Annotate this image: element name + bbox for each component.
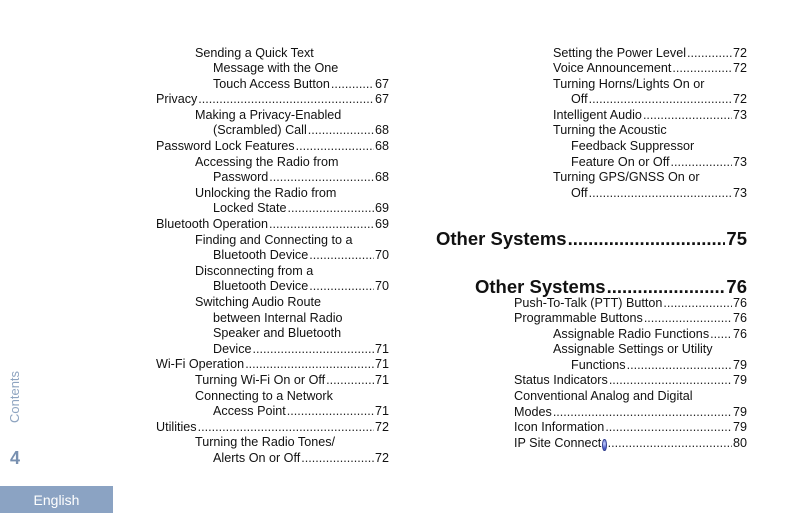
toc-entry-row bbox=[514, 311, 747, 327]
toc-entry[interactable] bbox=[156, 420, 389, 436]
toc-entry[interactable] bbox=[195, 373, 389, 389]
toc-entry-title: Password Lock Features bbox=[156, 139, 295, 154]
dot-leader bbox=[687, 46, 732, 62]
toc-entry-title: Off bbox=[571, 185, 588, 200]
language-tab[interactable] bbox=[0, 486, 113, 513]
toc-entry-page: 71 bbox=[374, 372, 389, 387]
toc-entry-page: 79 bbox=[732, 357, 747, 372]
toc-entry-title: Bluetooth Device bbox=[213, 248, 309, 263]
toc-entry-line: Disconnecting from a bbox=[195, 263, 314, 278]
toc-entry-row bbox=[195, 248, 389, 264]
toc-entry-line: Connecting to a Network bbox=[195, 388, 333, 403]
toc-entry-page: 76 bbox=[732, 326, 747, 341]
side-section-label: Contents bbox=[7, 370, 22, 423]
toc-entry[interactable] bbox=[514, 311, 747, 327]
dot-leader bbox=[589, 186, 732, 202]
toc-entry-page: 73 bbox=[732, 107, 747, 122]
dot-leader bbox=[198, 420, 374, 436]
toc-entry-row bbox=[553, 327, 747, 343]
toc-entry-row bbox=[553, 92, 747, 108]
toc-entry-title: Alerts On or Off bbox=[213, 450, 301, 465]
toc-entry[interactable] bbox=[195, 186, 389, 217]
toc-entry[interactable] bbox=[195, 295, 389, 357]
toc-entry-line: Turning the Radio Tones/ bbox=[195, 435, 336, 450]
toc-entry-row bbox=[156, 357, 389, 373]
dot-leader bbox=[309, 248, 374, 264]
toc-entry-page: 71 bbox=[374, 404, 389, 419]
toc-entry[interactable] bbox=[195, 108, 389, 139]
toc-entry-row bbox=[195, 451, 389, 467]
toc-entry[interactable] bbox=[514, 436, 747, 452]
toc-entry[interactable] bbox=[553, 108, 747, 124]
toc-entry-title: Off bbox=[571, 92, 588, 107]
toc-entry-line: Speaker and Bluetooth bbox=[213, 326, 342, 341]
toc-entry-title: Modes bbox=[514, 404, 552, 419]
toc-entry-page: 73 bbox=[732, 185, 747, 200]
toc-entry[interactable] bbox=[195, 435, 389, 466]
dot-leader bbox=[607, 276, 726, 298]
toc-entry[interactable] bbox=[514, 420, 747, 436]
toc-entry-title: (Scrambled) Call bbox=[213, 123, 307, 138]
toc-right-top-group bbox=[514, 46, 747, 202]
toc-entry[interactable] bbox=[553, 170, 747, 201]
toc-entry[interactable] bbox=[156, 139, 389, 155]
dot-leader bbox=[608, 436, 732, 452]
dot-leader bbox=[253, 342, 374, 358]
toc-entry-row bbox=[553, 61, 747, 77]
dot-leader bbox=[710, 327, 732, 343]
toc-entry-line: Accessing the Radio from bbox=[195, 154, 339, 169]
dot-leader bbox=[198, 92, 374, 108]
toc-entry-row bbox=[195, 201, 389, 217]
dot-leader bbox=[609, 373, 732, 389]
toc-entry[interactable] bbox=[195, 233, 389, 264]
toc-entry-row bbox=[195, 123, 389, 139]
toc-entry-line: Making a Privacy-Enabled bbox=[195, 107, 342, 122]
toc-entry-row bbox=[553, 108, 747, 124]
toc-entry-line: Switching Audio Route bbox=[195, 295, 322, 309]
dot-leader bbox=[589, 92, 732, 108]
toc-entry[interactable] bbox=[195, 389, 389, 420]
toc-entry-title: Privacy bbox=[156, 92, 198, 107]
toc-entry-row bbox=[156, 92, 389, 108]
toc-entry-title: Push-To-Talk (PTT) Button bbox=[514, 295, 663, 310]
dot-leader bbox=[287, 404, 374, 420]
toc-entry-title: Utilities bbox=[156, 419, 197, 434]
toc-entry-title: Functions bbox=[571, 357, 626, 372]
toc-entry-row bbox=[514, 373, 747, 389]
toc-entry-title: Wi-Fi Operation bbox=[156, 357, 245, 372]
toc-entry-page: 71 bbox=[374, 357, 389, 372]
toc-entry-title: Voice Announcement bbox=[553, 61, 672, 76]
toc-entry-page: 72 bbox=[732, 45, 747, 60]
toc-entry[interactable] bbox=[156, 217, 389, 233]
toc-entry[interactable] bbox=[553, 327, 747, 343]
dot-leader bbox=[643, 108, 732, 124]
toc-entry-row bbox=[553, 46, 747, 62]
toc-entry-page: 69 bbox=[374, 217, 389, 232]
toc-entry-line: Sending a Quick Text bbox=[195, 45, 314, 60]
dot-leader bbox=[296, 139, 374, 155]
toc-entry-page: 79 bbox=[732, 420, 747, 435]
dot-leader bbox=[245, 357, 374, 373]
dot-leader bbox=[672, 61, 732, 77]
toc-entry[interactable] bbox=[156, 92, 389, 108]
toc-entry-row bbox=[553, 155, 747, 171]
toc-entry-line: Turning Horns/Lights On or bbox=[553, 76, 705, 91]
toc-entry-page: 67 bbox=[374, 92, 389, 107]
section-heading-other-systems-76[interactable] bbox=[475, 276, 747, 298]
toc-entry-title: Programmable Buttons bbox=[514, 311, 643, 326]
dot-leader bbox=[605, 420, 732, 436]
language-label: English bbox=[33, 491, 80, 508]
toc-entry-title: Bluetooth Device bbox=[213, 279, 309, 294]
dot-leader bbox=[670, 155, 732, 171]
toc-entry-title: Intelligent Audio bbox=[553, 107, 642, 122]
toc-entry-row bbox=[514, 436, 747, 452]
toc-entry-page: 71 bbox=[374, 341, 389, 356]
toc-entry-page: 76 bbox=[732, 295, 747, 310]
dot-leader bbox=[308, 123, 374, 139]
toc-entry-page: 69 bbox=[374, 201, 389, 216]
toc-entry-title: Password bbox=[213, 170, 269, 185]
toc-entry[interactable] bbox=[195, 264, 389, 295]
toc-entry-title: Turning Wi-Fi On or Off bbox=[195, 372, 326, 387]
toc-entry-title: Setting the Power Level bbox=[553, 45, 687, 60]
toc-entry[interactable] bbox=[553, 342, 747, 373]
toc-entry-page: 79 bbox=[732, 373, 747, 388]
toc-entry-page: 72 bbox=[374, 419, 389, 434]
dot-leader bbox=[644, 311, 732, 327]
toc-entry-page: 68 bbox=[374, 139, 389, 154]
toc-entry-page: 70 bbox=[374, 279, 389, 294]
toc-entry-row bbox=[156, 217, 389, 233]
toc-entry-page: 68 bbox=[374, 123, 389, 138]
toc-entry[interactable] bbox=[553, 123, 747, 170]
toc-entry[interactable] bbox=[514, 373, 747, 389]
page-number: 4 bbox=[10, 448, 21, 468]
toc-entry-page: 73 bbox=[732, 154, 747, 169]
toc-entry-line: Conventional Analog and Digital bbox=[514, 389, 693, 404]
heading-title: Other Systems bbox=[436, 228, 567, 249]
dot-leader bbox=[553, 405, 732, 421]
toc-entry-title: IP Site Connect bbox=[514, 435, 602, 450]
toc-entry-title: Access Point bbox=[213, 404, 286, 419]
dot-leader bbox=[326, 373, 374, 389]
toc-entry-line: Turning GPS/GNSS On or bbox=[553, 170, 700, 185]
toc-entry-row bbox=[195, 279, 389, 295]
toc-entry-line: between Internal Radio bbox=[213, 310, 343, 325]
toc-entry-line: Feedback Suppressor bbox=[571, 139, 695, 154]
heading-page: 75 bbox=[726, 228, 747, 249]
toc-entry-page: 68 bbox=[374, 170, 389, 185]
toc-entry[interactable] bbox=[553, 77, 747, 108]
toc-entry-row bbox=[195, 170, 389, 186]
toc-entry-title: Feature On or Off bbox=[571, 154, 670, 169]
toc-entry-line: Unlocking the Radio from bbox=[195, 185, 337, 200]
toc-entry-row bbox=[553, 358, 747, 374]
heading-page: 76 bbox=[726, 276, 747, 297]
toc-entry-title: Device bbox=[213, 341, 252, 356]
dot-leader bbox=[288, 201, 374, 217]
toc-entry-line: Turning the Acoustic bbox=[553, 123, 667, 138]
toc-entry-page: 72 bbox=[732, 61, 747, 76]
heading-title: Other Systems bbox=[475, 276, 606, 297]
toc-entry-page: 76 bbox=[732, 311, 747, 326]
toc-entry-title: Status Indicators bbox=[514, 373, 608, 388]
toc-entry-row bbox=[156, 139, 389, 155]
dot-leader bbox=[568, 228, 726, 250]
toc-entry-row bbox=[156, 420, 389, 436]
section-heading-other-systems-75[interactable] bbox=[436, 228, 747, 250]
toc-entry-row bbox=[514, 420, 747, 436]
toc-entry[interactable] bbox=[514, 389, 747, 420]
toc-entry[interactable] bbox=[553, 61, 747, 77]
toc-left-column bbox=[156, 46, 389, 467]
toc-entry-title: Assignable Radio Functions bbox=[553, 326, 710, 341]
dot-leader bbox=[331, 77, 374, 93]
toc-entry-page: 79 bbox=[732, 404, 747, 419]
dot-leader bbox=[269, 217, 374, 233]
globe-icon bbox=[602, 439, 606, 451]
dot-leader bbox=[269, 170, 374, 186]
toc-entry-page: 70 bbox=[374, 248, 389, 263]
toc-entry-line: Finding and Connecting to a bbox=[195, 232, 353, 247]
toc-entry[interactable] bbox=[156, 357, 389, 373]
toc-entry[interactable] bbox=[195, 46, 389, 93]
toc-entry-row bbox=[514, 405, 747, 421]
toc-entry-title: Bluetooth Operation bbox=[156, 217, 269, 232]
toc-entry-row bbox=[195, 404, 389, 420]
toc-entry-page: 72 bbox=[374, 450, 389, 465]
toc-entry-row bbox=[195, 342, 389, 358]
toc-entry[interactable] bbox=[195, 155, 389, 186]
toc-entry-title: Touch Access Button bbox=[213, 76, 330, 91]
toc-entry-row bbox=[195, 77, 389, 93]
toc-entry-row bbox=[553, 186, 747, 202]
toc-entry-page: 67 bbox=[374, 76, 389, 91]
toc-entry-page: 80 bbox=[732, 435, 747, 450]
dot-leader bbox=[309, 279, 374, 295]
toc-entry-line: Message with the One bbox=[213, 61, 339, 76]
dot-leader bbox=[301, 451, 374, 467]
toc-entry-line: Assignable Settings or Utility bbox=[553, 342, 713, 357]
toc-right-bottom-group bbox=[514, 296, 747, 452]
dot-leader bbox=[627, 358, 732, 374]
toc-entry-title: Icon Information bbox=[514, 420, 605, 435]
toc-entry-row bbox=[195, 373, 389, 389]
toc-entry-title: Locked State bbox=[213, 201, 287, 216]
toc-entry[interactable] bbox=[553, 46, 747, 62]
toc-entry-page: 72 bbox=[732, 92, 747, 107]
